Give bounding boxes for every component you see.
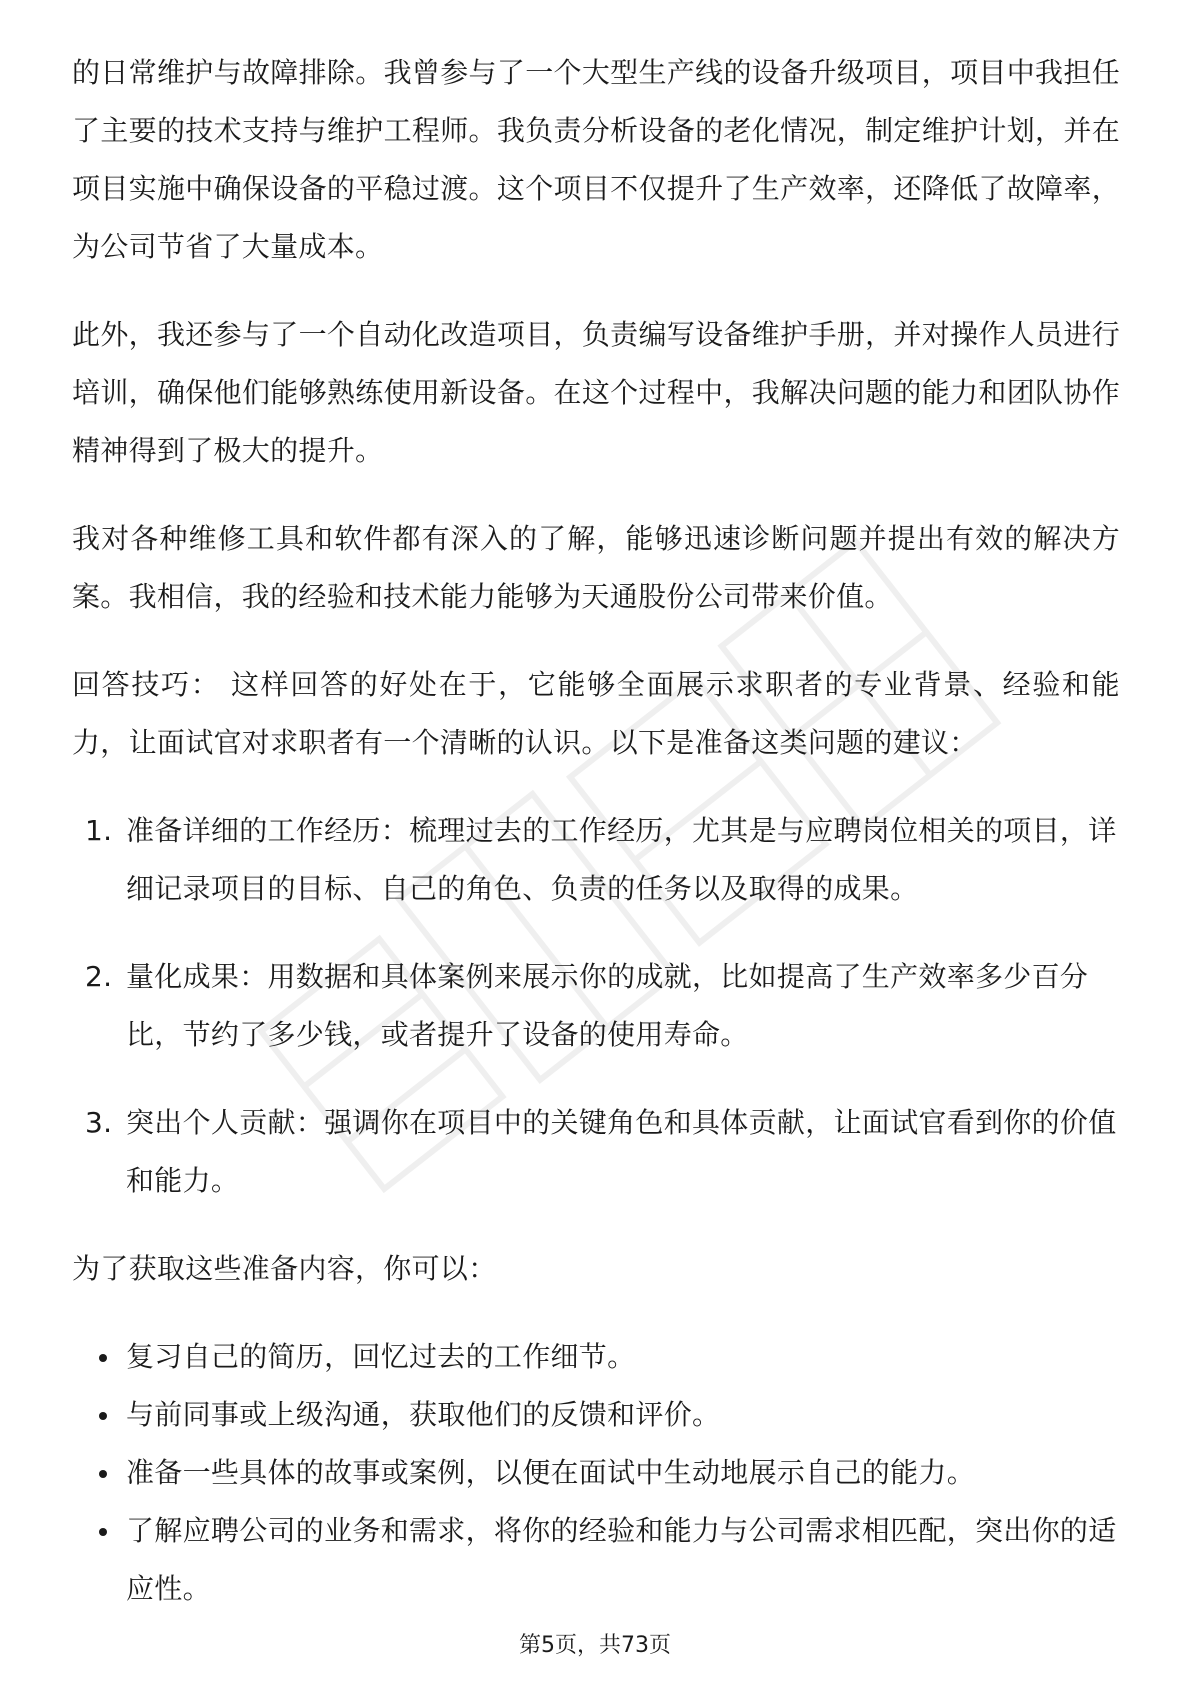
list-item (72, 802, 1120, 918)
document-body (72, 44, 1120, 1618)
list-item (72, 1328, 1120, 1386)
list-item-text: 准备一些具体的故事或案例，以便在面试中生动地展示自己的能力。 (126, 1456, 976, 1489)
list-item (72, 1502, 1120, 1618)
bullet-icon (99, 1528, 107, 1536)
list-item-text: 复习自己的简历，回忆过去的工作细节。 (126, 1340, 636, 1373)
paragraph-automation: 此外，我还参与了一个自动化改造项目，负责编写设备维护手册，并对操作人员进行培训，确保他们能够熟练使用新设备。在这个过程中，我解决问题的能力和团队协作精神得到了极大的提升。 (72, 318, 1120, 467)
list-item (72, 1094, 1120, 1210)
bullet-icon (99, 1470, 107, 1478)
list-number: 3. (85, 1106, 113, 1139)
list-item (72, 1386, 1120, 1444)
list-item-text: 与前同事或上级沟通，获取他们的反馈和评价。 (126, 1398, 721, 1431)
bullet-icon (99, 1412, 107, 1420)
paragraph-experience: 的日常维护与故障排除。我曾参与了一个大型生产线的设备升级项目，项目中我担任了主要的技术支持与维护工程师。我负责分析设备的老化情况，制定维护计划，并在项目实施中确保设备的平稳过渡。这个项目不仅提升了生产效率，还降低了故障率，为公司节省了大量成本。 (72, 56, 1120, 263)
page-number: 第5页，共73页 (519, 1633, 671, 1658)
list-item (72, 948, 1120, 1064)
list-number: 1. (85, 814, 113, 847)
list-item-text: 了解应聘公司的业务和需求，将你的经验和能力与公司需求相匹配，突出你的适应性。 (126, 1514, 1117, 1605)
list-number: 2. (85, 960, 113, 993)
list-item-text: 量化成果：用数据和具体案例来展示你的成就，比如提高了生产效率多少百分比，节约了多少钱，或者提升了设备的使用寿命。 (126, 960, 1089, 1051)
numbered-list (72, 802, 1120, 1210)
paragraph-answer-tips: 回答技巧： 这样回答的好处在于，它能够全面展示求职者的专业背景、经验和能力，让面试官对求职者有一个清晰的认识。以下是准备这类问题的建议： (72, 668, 1120, 759)
list-item (72, 1444, 1120, 1502)
bullet-list (72, 1328, 1120, 1618)
paragraph-lead-in: 为了获取这些准备内容，你可以： (72, 1252, 497, 1285)
bullet-icon (99, 1354, 107, 1362)
list-item-text: 突出个人贡献：强调你在项目中的关键角色和具体贡献，让面试官看到你的价值和能力。 (126, 1106, 1117, 1197)
paragraph-skills: 我对各种维修工具和软件都有深入的了解，能够迅速诊断问题并提出有效的解决方案。我相信，我的经验和技术能力能够为天通股份公司带来价值。 (72, 522, 1120, 613)
list-item-text: 准备详细的工作经历：梳理过去的工作经历，尤其是与应聘岗位相关的项目，详细记录项目的目标、自己的角色、负责的任务以及取得的成果。 (126, 814, 1117, 905)
